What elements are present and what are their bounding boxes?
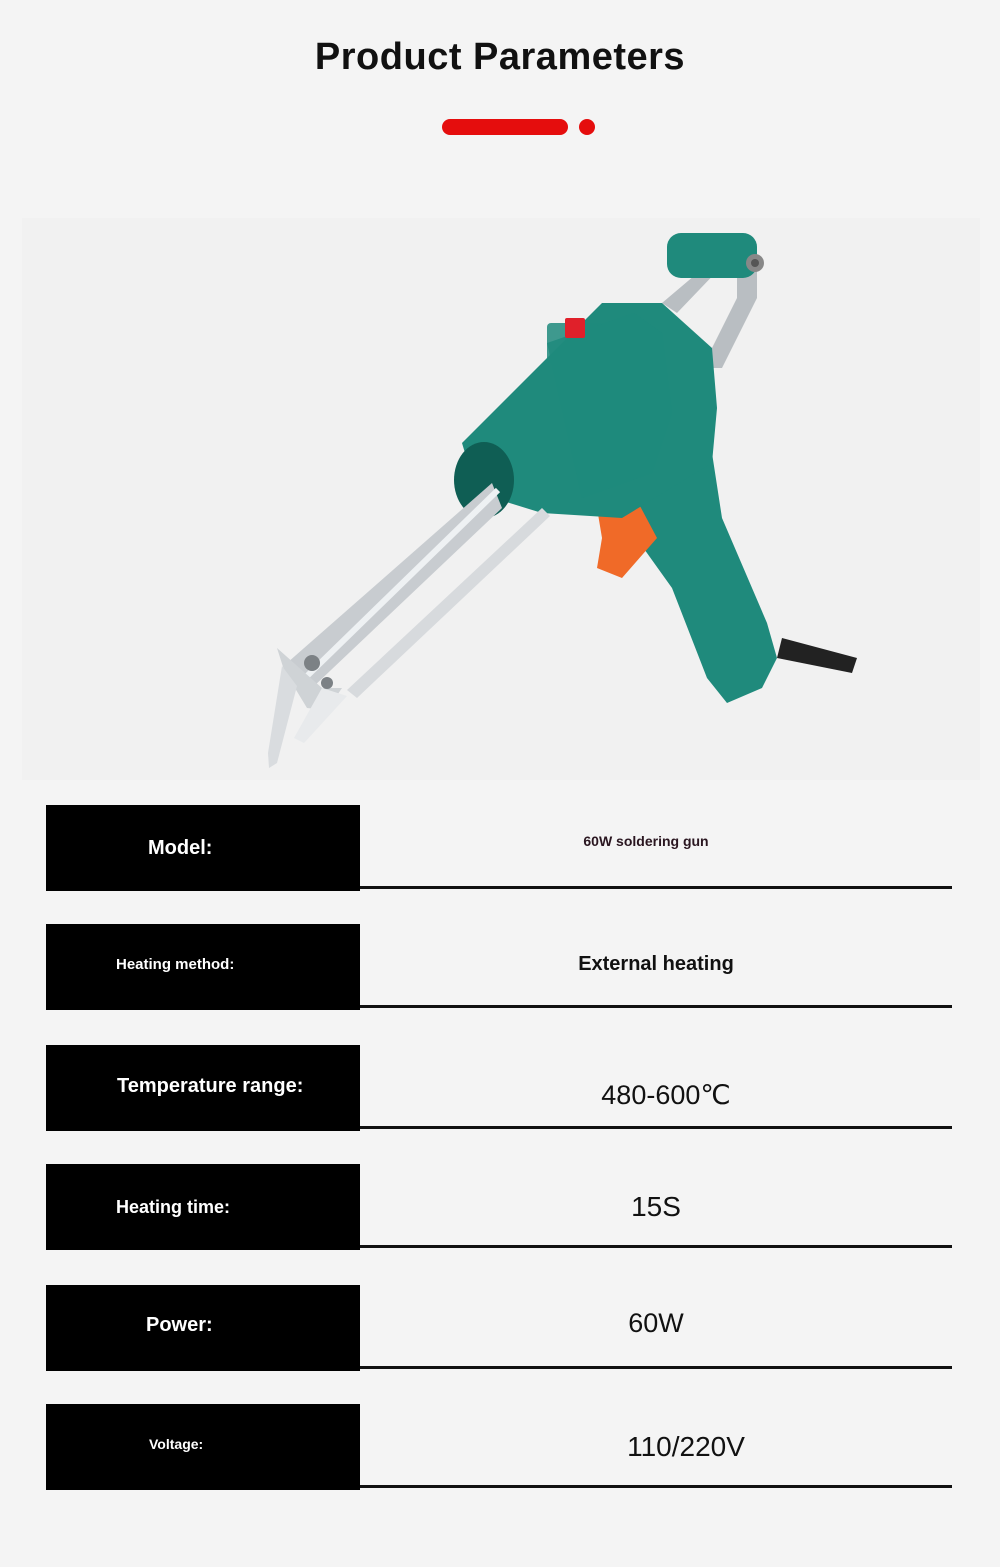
param-value: 480-600℃ [601,1079,731,1110]
param-row-heating-time [46,1164,952,1250]
param-row-power [46,1285,952,1371]
param-divider [360,1126,952,1129]
param-row-model [46,805,952,891]
param-value: 15S [631,1191,681,1222]
param-row-voltage [46,1404,952,1490]
param-row-heating-method [46,924,952,1010]
param-label: Power: [46,1285,360,1371]
soldering-gun-icon [22,218,980,780]
param-label: Heating method: [46,924,360,1010]
param-label: Voltage: [46,1404,360,1490]
param-label: Heating time: [46,1164,360,1250]
page-title: Product Parameters [314,36,686,78]
title-underline-dot [579,119,595,135]
param-row-temperature-range [46,1045,952,1131]
param-value: 60W [628,1307,684,1338]
param-label: Model: [46,805,360,891]
param-label: Temperature range: [46,1045,360,1131]
param-divider [360,1245,952,1248]
title-underline-decoration [442,119,602,135]
param-divider [360,1485,952,1488]
param-divider [360,1005,952,1008]
title-underline-bar [442,119,568,135]
param-value: External heating [578,952,734,975]
param-divider [360,886,952,889]
param-value: 110/220V [627,1431,745,1462]
param-value: 60W soldering gun [583,833,709,849]
product-photo [22,218,980,780]
param-divider [360,1366,952,1369]
